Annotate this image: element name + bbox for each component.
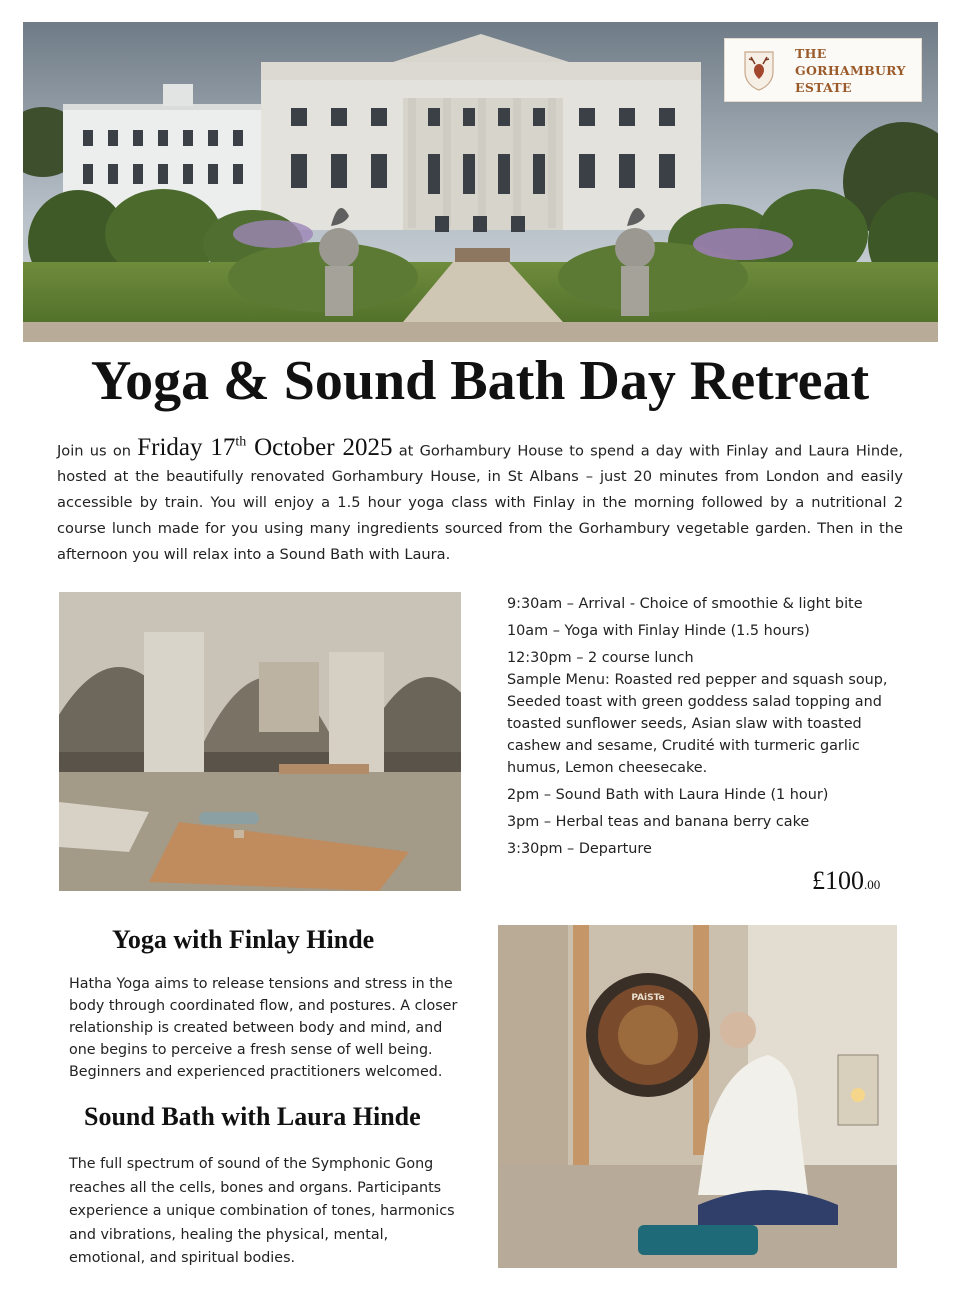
stag-crest-icon xyxy=(735,46,783,94)
intro-lead: Join us on xyxy=(57,442,132,460)
price-pence: .00 xyxy=(864,877,881,892)
logo-line-2: GORHAMBURY xyxy=(795,62,906,78)
price xyxy=(812,866,880,896)
logo-line-1: THE xyxy=(795,45,827,61)
gorhambury-estate-logo xyxy=(724,38,922,102)
intro-body: at Gorhambury House to spend a day with Finlay and Laura Hinde, hosted at the beautifully renovated Gorhambury House, in St Albans – just 20 minutes from London and easily accessible by train. You will enjoy a 1.5 hour yoga class with Finlay in the morning followed by a nutritional 2 course lunch made for you using many ingredients sourced from the Gorhambury vegetable garden. Then in the afternoon you will relax into a Sound Bath with Laura. xyxy=(57,442,903,564)
event-date-day: Friday 17 xyxy=(137,434,236,462)
sample-menu: Sample Menu: Roasted red pepper and squash soup, Seeded toast with green goddess salad topping and toasted sunflower seeds, Asian slaw with toasted cashew and sesame, Crudité with turmeric garlic humus, Lemon cheesecake. xyxy=(507,672,888,776)
event-date xyxy=(137,434,392,461)
schedule-item-arrival: 9:30am – Arrival - Choice of smoothie & light bite xyxy=(507,596,863,612)
sound-bath-description: The full spectrum of sound of the Symphonic Gong reaches all the cells, bones and organs. Participants experience a unique combination of tones, harmonics and vibrations, healing the physical, mental, emotional, and spiritual bodies. xyxy=(69,1156,455,1266)
schedule-item-departure: 3:30pm – Departure xyxy=(507,841,652,857)
vaulted-yoga-room-photo xyxy=(59,592,461,891)
schedule-item-teas: 3pm – Herbal teas and banana berry cake xyxy=(507,814,810,830)
yoga-heading: Yoga with Finlay Hinde xyxy=(112,925,375,954)
event-date-suffix: th xyxy=(235,435,247,450)
schedule-item-sound-bath: 2pm – Sound Bath with Laura Hinde (1 hour) xyxy=(507,787,829,803)
gong-brand-label: PAiSTe xyxy=(631,993,665,1003)
schedule-item-lunch: 12:30pm – 2 course lunch xyxy=(507,650,694,666)
intro-paragraph xyxy=(57,430,903,568)
schedule-list xyxy=(507,593,897,865)
sound-bath-heading: Sound Bath with Laura Hinde xyxy=(84,1102,421,1131)
page-title: Yoga & Sound Bath Day Retreat xyxy=(90,350,870,412)
event-date-rest: October 2025 xyxy=(246,434,393,462)
yoga-description: Hatha Yoga aims to release tensions and stress in the body through coordinated flow, and postures. A closer relationship is created between body and mind, and one begins to perceive a fresh sense of well being. Beginners and experienced practitioners welcomed. xyxy=(69,976,458,1080)
gong-sound-bath-photo xyxy=(498,925,897,1268)
price-main: £100 xyxy=(812,866,864,895)
logo-line-3: ESTATE xyxy=(795,79,852,95)
schedule-item-yoga: 10am – Yoga with Finlay Hinde (1.5 hours) xyxy=(507,623,810,639)
